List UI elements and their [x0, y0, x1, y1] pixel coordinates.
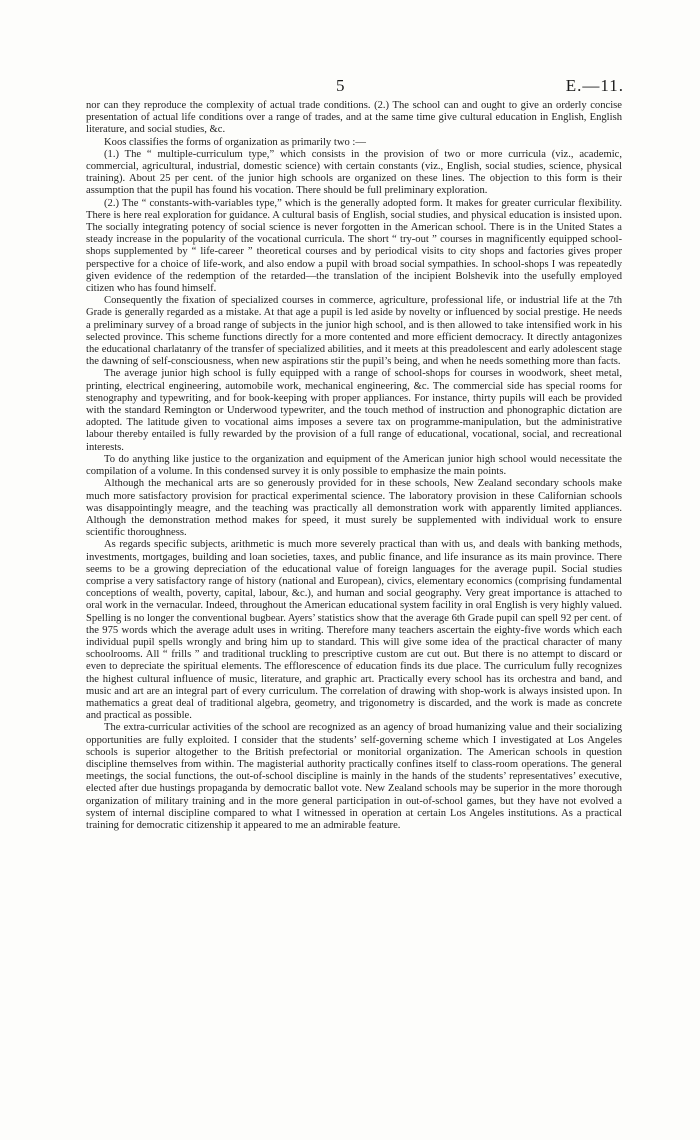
paragraph: Koos classifies the forms of organization as primarily two :— — [104, 136, 366, 148]
page-number: 5 — [336, 76, 345, 95]
page-header — [0, 76, 700, 100]
paragraph: (2.) The “ constants-with-variables type,” which is the generally adopted form. It makes for greater curricular flexibility. There is here real exploration for guidance. A cultural basis of English, social studies, and physical education is insisted upon. The socially integrating potency of social science is never forgotten in the American school. There is in the United States a steady increase in the popularity of the vocational curricula. The short “ try-out ” courses in magnificently equipped school-shops supplemented by “ life-career ” theoretical courses and by periodical visits to city shops and factories gives proper perspective for a choice of life-work, and also endow a pupil with broad social sympathies. In school-shops I was repeatedly given evidence of the redemption of the retarded—the translation of the incipient Bolshevik into the usefully employed citizen who has found himself. — [86, 197, 622, 295]
paragraph: As regards specific subjects, arithmetic is much more severely practical than with us, and deals with banking methods, investments, mortgages, building and loan societies, taxes, and public finance, and life insurance as its main province. There seems to be a growing depreciation of the educational value of foreign languages for the average pupil. Social studies comprise a very satisfactory range of history (national and European), civics, elementary economics (comprising fundamental conceptions of wealth, poverty, capital, labour, &c.), and human and social geography. Very great importance is attached to oral work in the vernacular. Indeed, throughout the American educational system facility in oral English is very highly valued. Spelling is no longer the conventional bugbear. Ayers’ statistics show that the average 6th Grade pupil can spell 92 per cent. of the 975 words which the average adult uses in writing. Therefore many teachers ascertain the eighty-five words which each individual pupil spells wrongly and bring him up to standard. This will give some idea of the practical character of many schoolrooms. All “ frills ” and traditional truckling to prescriptive custom are cut out. But there is no attempt to discard or even to depreciate the spiritual elements. The efflorescence of education finds its due place. The curriculum fully recognizes the highest cultural influence of music, literature, and graphic art. Practically every school has its orchestra and band, and music and art are an integral part of every curriculum. The correlation of drawing with shop-work is always insisted upon. In mathematics a great deal of traditional algebra, geometry, and trigonometry is discarded, and the work is made as concrete and practical as possible. — [86, 539, 622, 722]
paragraph: The extra-curricular activities of the school are recognized as an agency of broad humanizing value and their socializing opportunities are fully exploited. I consider that the students’ self-governing scheme which I investigated at Los Angeles schools is superior altogether to the British prefectorial or monitorial organization. The American schools in question discipline themselves from within. The magisterial authority practically confines itself to class-room operations. The general meetings, the social functions, the out-of-school discipline is mainly in the hands of the students’ representatives’ executive, elected after due hustings propaganda by democratic ballot vote. New Zealand schools may be superior in the more thorough organization of military training and in the more general participation in out-of-school games, but they have not evolved a system of internal discipline compared to what I witnessed in operation at certain Los Angeles institutions. As a practical training for democratic citizenship it appeared to me an admirable feature. — [86, 722, 622, 831]
paragraph: The average junior high school is fully equipped with a range of school-shops for courses in woodwork, sheet metal, printing, electrical engineering, automobile work, mechanical engineering, &c. The commercial side has special rooms for stenography and typewriting, and for book-keeping with proper appliances. For instance, thirty pupils will each be provided with the standard Remington or Underwood typewriter, and the touch method of instruction and phonographic dictation are adopted. The latitude given to vocational aims imposes a severe tax on programme-manipulation, but the administrative labour thereby entailed is fully rewarded by the provision of a full range of educational, vocational, social, and recreational interests. — [86, 368, 622, 453]
paragraph: (1.) The “ multiple-curriculum type,” which consists in the provision of two or more curricula (viz., academic, commercial, agricultural, industrial, domestic science) with certain constants (viz., English, social studies, science, physical training). About 25 per cent. of the junior high schools are organized on these lines. The objection to this form is their assumption that the pupil has found his vocation. There should be full preliminary exploration. — [86, 148, 622, 197]
paragraph: To do anything like justice to the organization and equipment of the American junior high school would necessitate the compilation of a volume. In this condensed survey it is only possible to emphasize the main points. — [86, 453, 622, 478]
body-text — [86, 100, 622, 832]
document-reference: E.—11. — [565, 76, 624, 95]
paragraph: nor can they reproduce the complexity of actual trade conditions. (2.) The school can and ought to give an orderly concise presentation of actual life conditions over a range of trades, and at the same time give cultural education in English, English literature, and social studies, &c. — [86, 100, 622, 136]
paragraph: Consequently the fixation of specialized courses in commerce, agriculture, professional life, or industrial life at the 7th Grade is generally regarded as a mistake. At that age a pupil is led aside by novelty or influenced by social prestige. He needs a preliminary survey of a broad range of subjects in the junior high school, and is then allowed to take intensified work in his selected province. This scheme functions directly for a more contented and more efficient democracy. It directly antagonizes the educational charlatanry of the transfer of specialized abilities, and it meets at this preadolescent and early adolescent stage the dawning of self-consciousness, when new aspirations stir the pupil’s being, and when he needs something more than facts. — [86, 295, 622, 368]
paragraph: Although the mechanical arts are so generously provided for in these schools, New Zealand secondary schools make much more satisfactory provision for practical experimental science. The laboratory provision in these Californian schools was disappointingly meagre, and the teaching was practically all demonstration work with apparently limited appliances. Although the demonstration method makes for speed, it must surely be supplemented with individual work to ensure scientific thoroughness. — [86, 478, 622, 539]
